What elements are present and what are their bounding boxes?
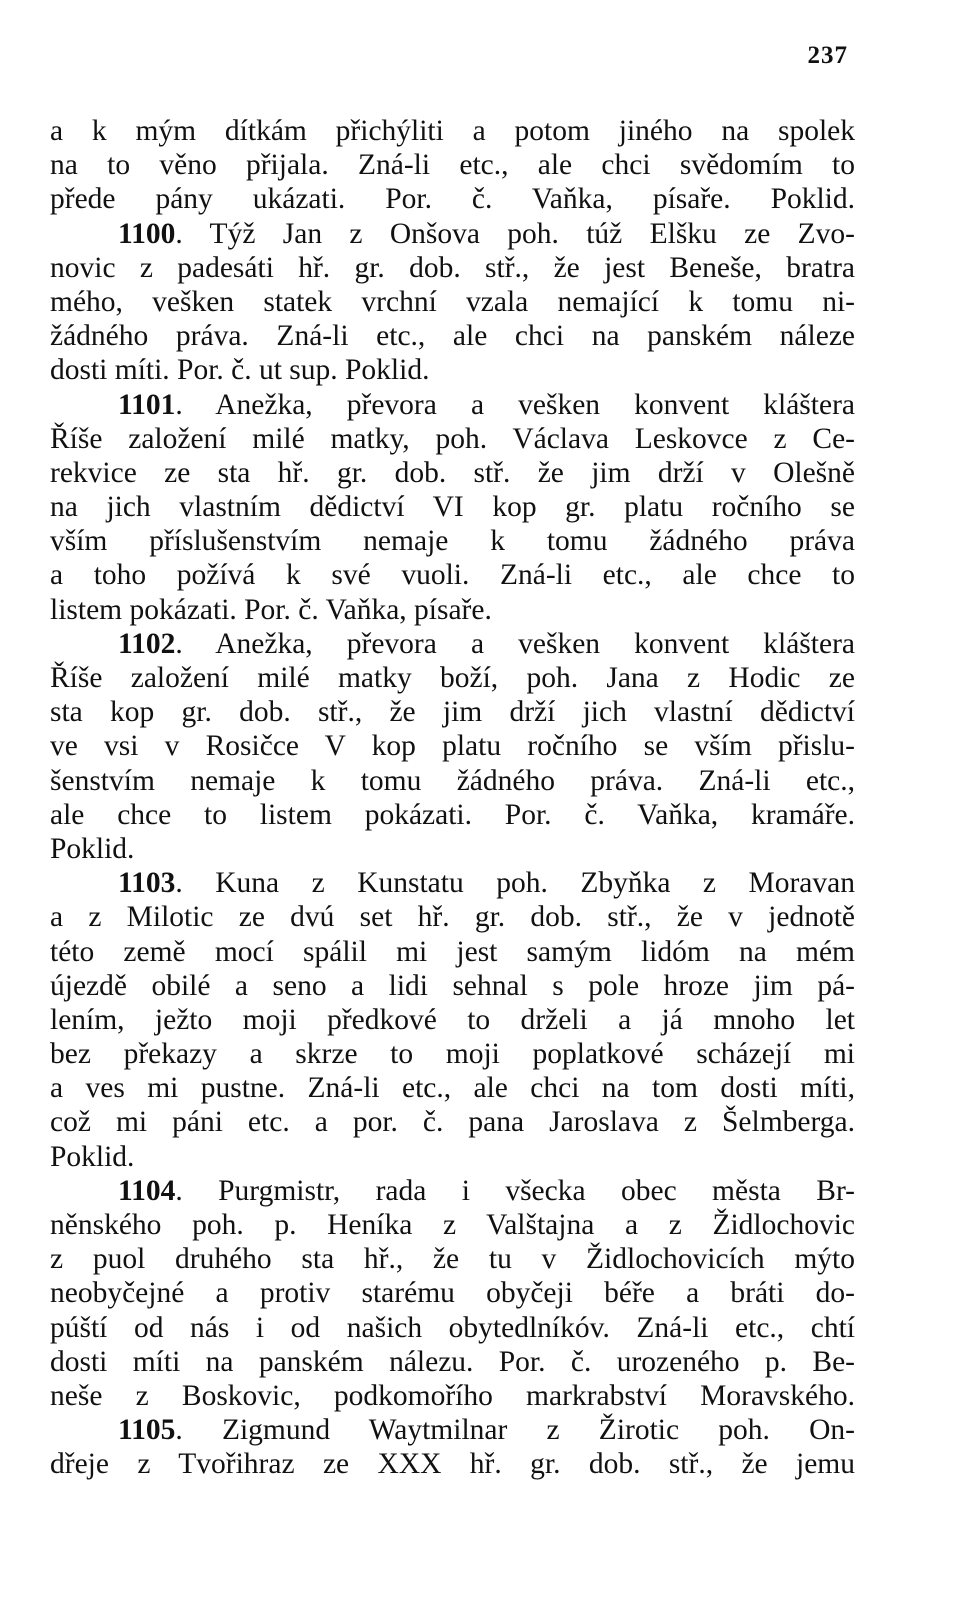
line-text: sta kop gr. dob. stř., že jim drží jich vlastní dědictví <box>50 696 855 729</box>
line-text: novic z padesáti hř. gr. dob. stř., že jest Beneše, bratra <box>50 251 855 284</box>
text-line <box>50 935 855 969</box>
line-text: mého, vešken statek vrchní vzala nemající k tomu ni- <box>50 285 855 318</box>
line-text: ve vsi v Rosičce V kop platu ročního se vším přislu- <box>50 730 855 763</box>
line-text: a ves mi pustne. Zná-li etc., ale chci na tom dosti míti, <box>50 1072 855 1105</box>
text-line <box>50 1345 855 1379</box>
text-line <box>50 1037 855 1071</box>
line-text: . Anežka, převora a vešken konvent kláštera <box>175 627 855 660</box>
text-line <box>50 490 855 524</box>
line-text: ale chce to listem pokázati. Por. č. Vaňka, kramáře. <box>50 798 855 831</box>
line-text: něnského poh. p. Heníka z Valštajna a z Židlochovic <box>50 1209 855 1241</box>
text-line <box>50 1140 855 1174</box>
text-line <box>50 148 855 182</box>
text-line <box>50 353 855 387</box>
line-text: žádného práva. Zná-li etc., ale chci na panském náleze <box>50 320 855 353</box>
text-line <box>50 593 855 627</box>
line-text: púští od nás i od našich obytedlníkóv. Zná-li etc., chtí <box>50 1311 855 1344</box>
entry-line <box>50 627 855 661</box>
text-line <box>50 114 855 148</box>
text-line <box>50 969 855 1003</box>
entry-number: 1101 <box>118 388 176 421</box>
text-line <box>50 832 855 866</box>
line-text: což mi páni etc. a por. č. pana Jaroslava z Šelmberga. <box>50 1106 855 1139</box>
entry-number: 1100 <box>118 217 176 250</box>
text-line <box>50 729 855 763</box>
line-text: této země mocí spálil mi jest samým lidóm na mém <box>50 935 855 968</box>
line-text: z puol druhého sta hř., že tu v Židlochovicích mýto <box>50 1243 855 1276</box>
text-line <box>50 285 855 319</box>
entry-line <box>50 1413 855 1447</box>
line-text: bez překazy a skrze to moji poplatkové scházejí mi <box>50 1038 855 1071</box>
line-text: a k mým dítkám přichýliti a potom jiného na spolek <box>50 115 855 147</box>
text-line <box>50 1003 855 1037</box>
line-text: dosti míti na panském nálezu. Por. č. urozeného p. Be- <box>50 1345 855 1378</box>
text-line <box>50 764 855 798</box>
line-text: na to věno přijala. Zná-li etc., ale chci svědomím to <box>50 149 855 182</box>
text-line <box>50 558 855 592</box>
text-line <box>50 456 855 490</box>
text-line <box>50 1071 855 1105</box>
line-text: lením, ježto moji předkové to drželi a já mnoho let <box>50 1003 855 1036</box>
body-text <box>50 114 855 1482</box>
text-line <box>50 1208 855 1242</box>
entry-number: 1102 <box>118 627 176 660</box>
line-text: . Týž Jan z Onšova poh. túž Elšku ze Zvo- <box>175 217 855 250</box>
line-text: Poklid. <box>50 1140 135 1173</box>
text-line <box>50 798 855 832</box>
line-text: a z Milotic ze dvú set hř. gr. dob. stř., že v jednotě <box>50 901 855 934</box>
line-text: Říše založení milé matky, poh. Václava Leskovce z Ce- <box>50 422 855 455</box>
line-text: újezdě obilé a seno a lidi sehnal s pole hroze jim pá- <box>50 969 855 1002</box>
text-line <box>50 1276 855 1310</box>
text-line <box>50 900 855 934</box>
entry-line <box>50 1174 855 1208</box>
line-text: . Anežka, převora a vešken konvent kláštera <box>175 388 855 421</box>
line-text: přede pány ukázati. Por. č. Vaňka, písaře. Poklid. <box>50 183 855 216</box>
entry-line <box>50 866 855 900</box>
line-text: neše z Boskovic, podkomořího markrabství Moravského. <box>50 1379 855 1412</box>
text-line <box>50 1242 855 1276</box>
line-text: šenstvím nemaje k tomu žádného práva. Zná-li etc., <box>50 764 855 797</box>
line-text: dřeje z Tvořihraz ze XXX hř. gr. dob. stř., že jemu <box>50 1448 855 1481</box>
entry-number: 1105 <box>118 1414 176 1447</box>
entry-number: 1103 <box>118 867 176 900</box>
text-line <box>50 319 855 353</box>
text-line <box>50 182 855 216</box>
line-text: a toho požívá k své vuoli. Zná-li etc., ale chce to <box>50 559 855 592</box>
line-text: rekvice ze sta hř. gr. dob. stř. že jim drží v Olešně <box>50 456 855 489</box>
text-line <box>50 251 855 285</box>
text-line <box>50 1379 855 1413</box>
text-line <box>50 1311 855 1345</box>
line-text: vším příslušenstvím nemaje k tomu žádného práva <box>50 525 855 558</box>
line-text: neobyčejné a protiv starému obyčeji béře a bráti do- <box>50 1277 855 1310</box>
text-line <box>50 661 855 695</box>
entry-number: 1104 <box>118 1174 176 1207</box>
entry-line <box>50 388 855 422</box>
line-text: . Kuna z Kunstatu poh. Zbyňka z Moravan <box>175 867 855 900</box>
text-line <box>50 524 855 558</box>
line-text: listem pokázati. Por. č. Vaňka, písaře. <box>50 593 492 626</box>
page-number: 237 <box>807 42 848 69</box>
line-text: . Purgmistr, rada i všecka obec města Br- <box>175 1174 855 1207</box>
text-line <box>50 1447 855 1481</box>
line-text: na jich vlastním dědictví VI kop gr. platu ročního se <box>50 491 855 524</box>
line-text: Říše založení milé matky boží, poh. Jana z Hodic ze <box>50 662 855 694</box>
entry-line <box>50 217 855 251</box>
text-line <box>50 1105 855 1139</box>
line-text: dosti míti. Por. č. ut sup. Poklid. <box>50 354 430 387</box>
line-text: Poklid. <box>50 832 135 865</box>
line-text: . Zigmund Waytmilnar z Žirotic poh. On- <box>175 1414 855 1447</box>
text-line <box>50 695 855 729</box>
text-line <box>50 422 855 456</box>
